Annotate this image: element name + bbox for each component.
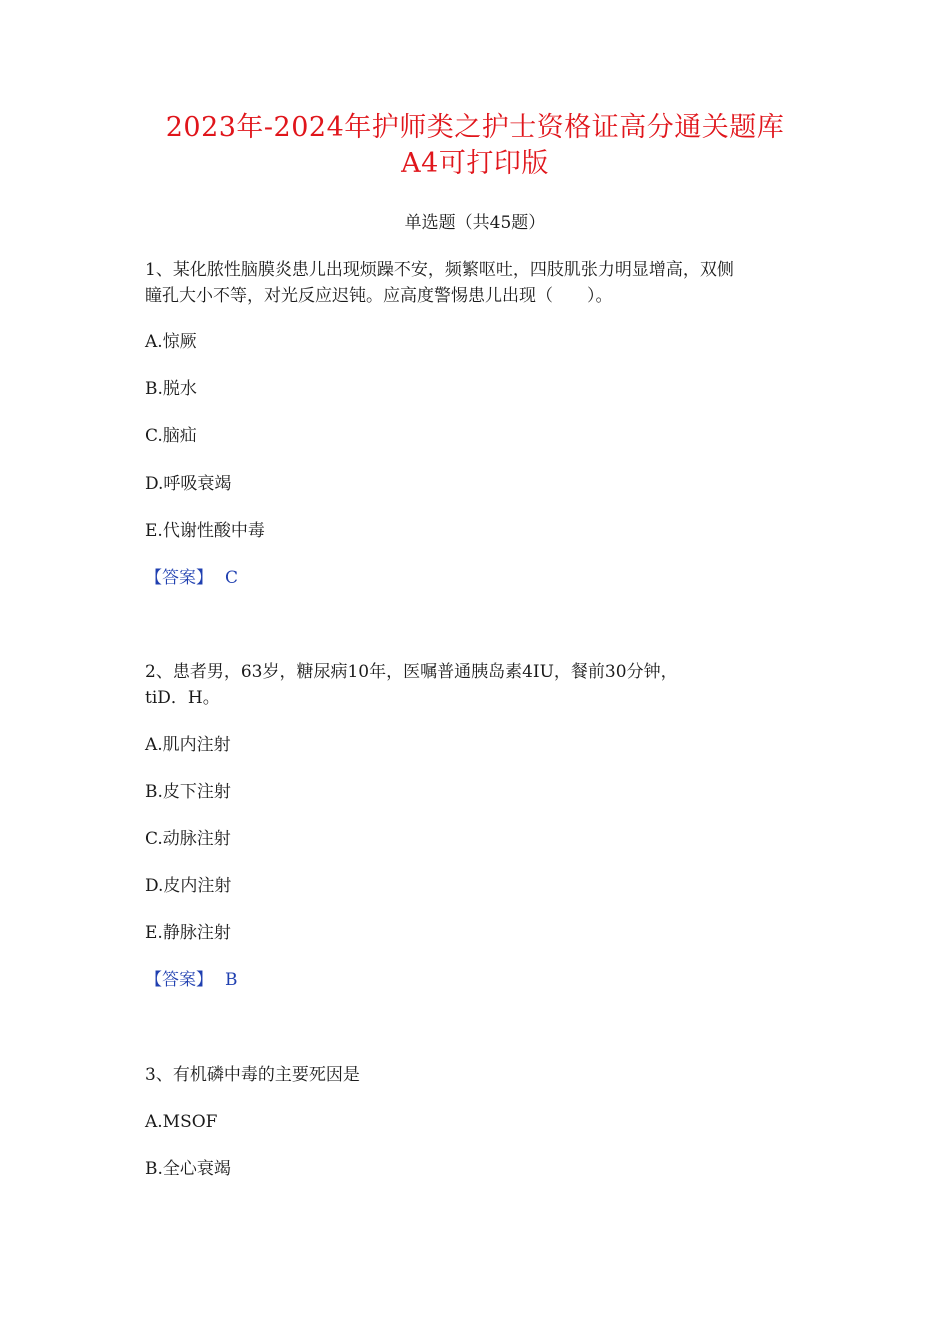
section-heading: 单选题（共45题）: [404, 213, 546, 233]
question-2-option-a: A.肌内注射: [145, 735, 231, 755]
answer-label: 【答案】: [145, 568, 213, 588]
answer-value: C: [225, 568, 239, 588]
answer-label: 【答案】: [145, 970, 213, 990]
document-title-line1: 2023年-2024年护师类之护士资格证高分通关题库: [165, 112, 785, 143]
answer-value: B: [225, 970, 238, 990]
question-1-stem-line1: 1、某化脓性脑膜炎患儿出现烦躁不安，频繁呕吐，四肢肌张力明显增高，双侧: [145, 260, 734, 280]
question-1-option-e: E.代谢性酸中毒: [145, 521, 265, 541]
question-1-option-c: C.脑疝: [145, 426, 197, 446]
question-2-option-d: D.皮内注射: [145, 876, 232, 896]
question-2-stem-line1: 2、患者男，63岁，糖尿病10年，医嘱普通胰岛素4IU，餐前30分钟，: [145, 662, 678, 682]
question-1-stem-line2: 瞳孔大小不等，对光反应迟钝。应高度警惕患儿出现（ ）。: [145, 286, 613, 306]
document-title-line2: A4可打印版: [401, 148, 549, 179]
question-1-option-a: A.惊厥: [145, 332, 197, 352]
question-2-answer: [145, 968, 238, 992]
question-3-option-a: A.MSOF: [145, 1112, 218, 1132]
question-2-option-e: E.静脉注射: [145, 923, 231, 943]
question-1-option-d: D.呼吸衰竭: [145, 474, 232, 494]
question-2-option-c: C.动脉注射: [145, 829, 231, 849]
question-3-option-b: B.全心衰竭: [145, 1159, 231, 1179]
question-1-answer: [145, 566, 238, 590]
question-1-option-b: B.脱水: [145, 379, 197, 399]
question-2-option-b: B.皮下注射: [145, 782, 231, 802]
question-2-stem-line2: tiD．H。: [145, 688, 220, 708]
question-3-stem: 3、有机磷中毒的主要死因是: [145, 1065, 360, 1085]
